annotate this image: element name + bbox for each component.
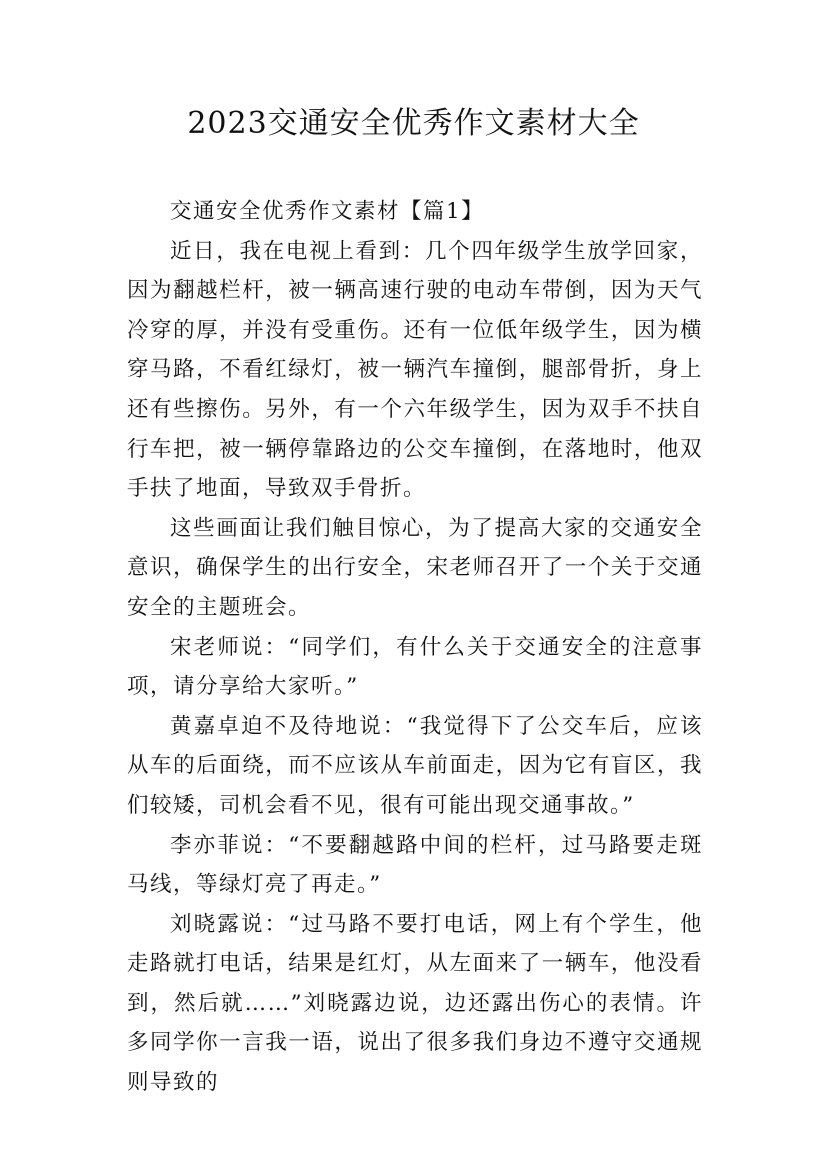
document-body (127, 192, 703, 1103)
paragraph-6: 刘晓露说：“过马路不要打电话，网上有个学生，他走路就打电话，结果是红灯，从左面来了一辆车，他没看到，然后就……”刘晓露边说，边还露出伤心的表情。许多同学你一言我一语，说出了很多我们身边不遵守交通规则导致的 (127, 911, 703, 1096)
paragraph-2: 这些画面让我们触目惊心，为了提高大家的交通安全意识，确保学生的出行安全，宋老师召开了一个关于交通安全的主题班会。 (127, 515, 703, 620)
paragraph-3: 宋老师说：“同学们，有什么关于交通安全的注意事项，请分享给大家听。” (127, 634, 703, 700)
document-title: 2023交通安全优秀作文素材大全 (187, 106, 640, 141)
paragraph-4: 黄嘉卓迫不及待地说：“我觉得下了公交车后，应该从车的后面绕，而不应该从车前面走，因为它有盲区，我们较矮，司机会看不见，很有可能出现交通事故。” (127, 713, 703, 818)
paragraph-5: 李亦菲说：“不要翻越路中间的栏杆，过马路要走斑马线，等绿灯亮了再走。” (127, 832, 703, 898)
section-heading: 交通安全优秀作文素材【篇1】 (170, 199, 485, 224)
paragraph-1: 近日，我在电视上看到：几个四年级学生放学回家，因为翻越栏杆，被一辆高速行驶的电动车带倒，因为天气冷穿的厚，并没有受重伤。还有一位低年级学生，因为横穿马路，不看红绿灯，被一辆汽车撞倒，腿部骨折，身上还有些擦伤。另外，有一个六年级学生，因为双手不扶自行车把，被一辆停靠路边的公交车撞倒，在落地时，他双手扶了地面，导致双手骨折。 (127, 238, 703, 502)
